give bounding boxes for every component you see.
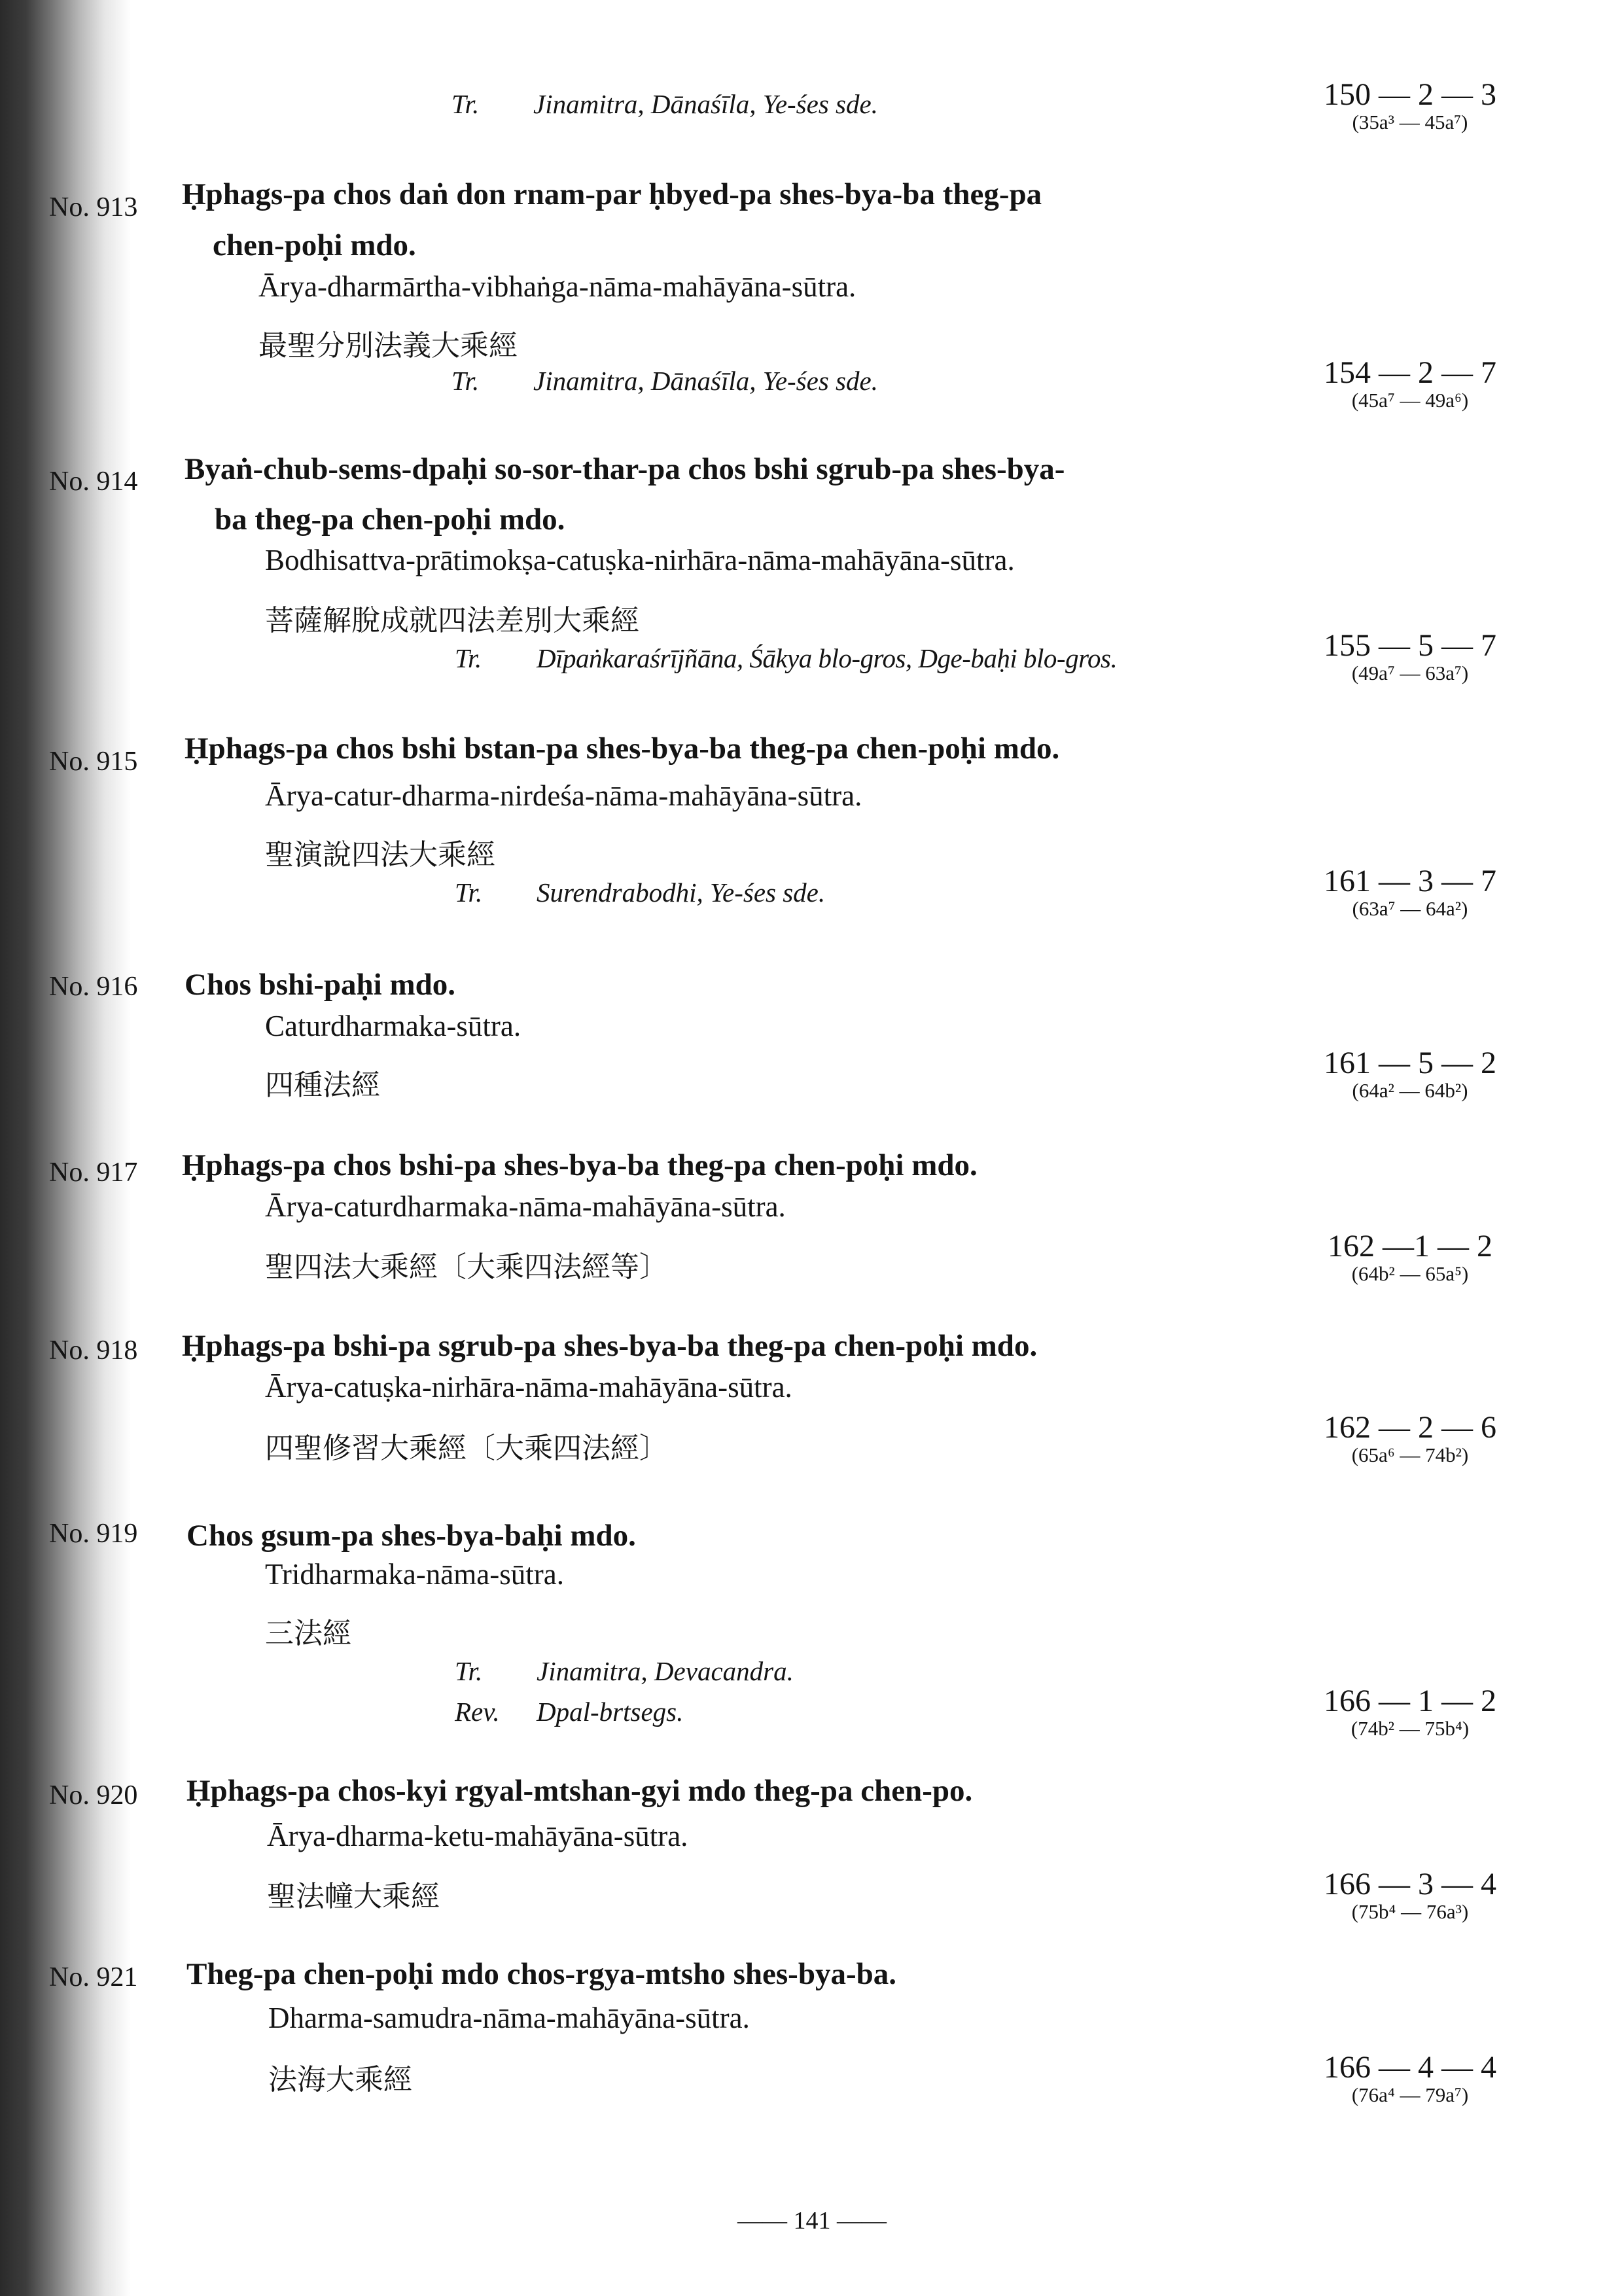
entry-number: No. 915 (49, 747, 138, 777)
entry-number: No. 913 (49, 192, 138, 222)
sanskrit-title: Ārya-dharmārtha-vibhaṅga-nāma-mahāyāna-sūtra. (258, 270, 856, 303)
chinese-title: 法海大乘經 (268, 2063, 412, 2096)
chinese-title: 聖四法大乘經〔大乘四法經等〕 (265, 1250, 668, 1284)
tibetan-title: Chos bshi-paḥi mdo. (185, 968, 456, 1002)
translator-line: Tr. Surendrabodhi, Ye-śes sde. (455, 877, 826, 908)
page-number: —— 141 —— (737, 2207, 887, 2234)
tibetan-title: Chos gsum-pa shes-bya-baḥi mdo. (186, 1519, 636, 1553)
tibetan-title: Ḥphags-pa chos daṅ don rnam-par ḥbyed-pa shes-bya-ba theg-pa (182, 177, 1042, 211)
chinese-title: 四種法經 (265, 1069, 380, 1102)
volume-reference: 155 — 5 — 7 (49a⁷ — 63a⁷) (1324, 628, 1496, 684)
sanskrit-title: Ārya-caturdharmaka-nāma-mahāyāna-sūtra. (265, 1190, 786, 1223)
entry-number: No. 920 (49, 1780, 138, 1810)
volume-reference: 166 — 1 — 2 (74b² — 75b⁴) (1324, 1684, 1496, 1740)
chinese-title: 最聖分別法義大乘經 (258, 329, 518, 362)
translator-line: Tr. Jinamitra, Dānaśīla, Ye-śes sde. (451, 89, 878, 119)
chinese-title: 菩薩解脫成就四法差別大乘經 (265, 604, 639, 637)
tibetan-title: Ḥphags-pa chos-kyi rgyal-mtshan-gyi mdo theg-pa chen-po. (186, 1774, 973, 1808)
volume-reference: 161 — 3 — 7 (63a⁷ — 64a²) (1324, 864, 1496, 920)
entry-number: No. 914 (49, 467, 138, 497)
sanskrit-title: Caturdharmaka-sūtra. (265, 1010, 521, 1042)
volume-reference: 161 — 5 — 2 (64a² — 64b²) (1324, 1046, 1496, 1102)
entry-number: No. 917 (49, 1157, 138, 1188)
entry-number: No. 921 (49, 1962, 138, 1992)
volume-reference: 166 — 3 — 4 (75b⁴ — 76a³) (1324, 1867, 1496, 1923)
chinese-title: 聖演說四法大乘經 (265, 838, 495, 872)
sanskrit-title: Bodhisattva-prātimokṣa-catuṣka-nirhāra-nāma-mahāyāna-sūtra. (265, 544, 1015, 576)
entry-number: No. 919 (49, 1519, 138, 1549)
volume-reference: 162 —1 — 2 (64b² — 65a⁵) (1328, 1229, 1492, 1285)
translator-line: Tr. Dīpaṅkaraśrījñāna, Śākya blo-gros, Dge-baḥi blo-gros. (455, 643, 1118, 673)
sanskrit-title: Ārya-dharma-ketu-mahāyāna-sūtra. (267, 1820, 688, 1852)
volume-reference: 162 — 2 — 6 (65a⁶ — 74b²) (1324, 1410, 1496, 1466)
page-edge-shadow (0, 0, 131, 2296)
tibetan-title: ba theg-pa chen-poḥi mdo. (215, 503, 565, 537)
chinese-title: 四聖修習大乘經〔大乘四法經〕 (265, 1432, 668, 1465)
entry-number: No. 916 (49, 972, 138, 1002)
tibetan-title: Ḥphags-pa chos bshi-pa shes-bya-ba theg-pa chen-poḥi mdo. (182, 1148, 978, 1182)
tibetan-title: chen-poḥi mdo. (213, 228, 416, 262)
sanskrit-title: Dharma-samudra-nāma-mahāyāna-sūtra. (268, 2002, 750, 2034)
volume-reference: 166 — 4 — 4 (76a⁴ — 79a⁷) (1324, 2050, 1496, 2106)
tibetan-title: Ḥphags-pa bshi-pa sgrub-pa shes-bya-ba theg-pa chen-poḥi mdo. (182, 1329, 1038, 1363)
tibetan-title: Theg-pa chen-poḥi mdo chos-rgya-mtsho shes-bya-ba. (186, 1957, 897, 1991)
translator-line: Tr. Jinamitra, Devacandra. (455, 1656, 794, 1686)
chinese-title: 三法經 (265, 1617, 351, 1650)
sanskrit-title: Ārya-catur-dharma-nirdeśa-nāma-mahāyāna-sūtra. (265, 779, 862, 812)
tibetan-title: Byaṅ-chub-sems-dpaḥi so-sor-thar-pa chos bshi sgrub-pa shes-bya- (185, 452, 1065, 486)
volume-reference: 150 — 2 — 3 (35a³ — 45a⁷) (1324, 77, 1496, 133)
translator-line: Tr. Jinamitra, Dānaśīla, Ye-śes sde. (451, 366, 878, 396)
chinese-title: 聖法幢大乘經 (267, 1880, 440, 1913)
sanskrit-title: Tridharmaka-nāma-sūtra. (265, 1558, 564, 1591)
volume-reference: 154 — 2 — 7 (45a⁷ — 49a⁶) (1324, 355, 1496, 412)
reviser-line: Rev. Dpal-brtsegs. (455, 1697, 684, 1727)
entry-number: No. 918 (49, 1335, 138, 1366)
tibetan-title: Ḥphags-pa chos bshi bstan-pa shes-bya-ba theg-pa chen-poḥi mdo. (185, 732, 1060, 766)
sanskrit-title: Ārya-catuṣka-nirhāra-nāma-mahāyāna-sūtra. (265, 1371, 792, 1404)
